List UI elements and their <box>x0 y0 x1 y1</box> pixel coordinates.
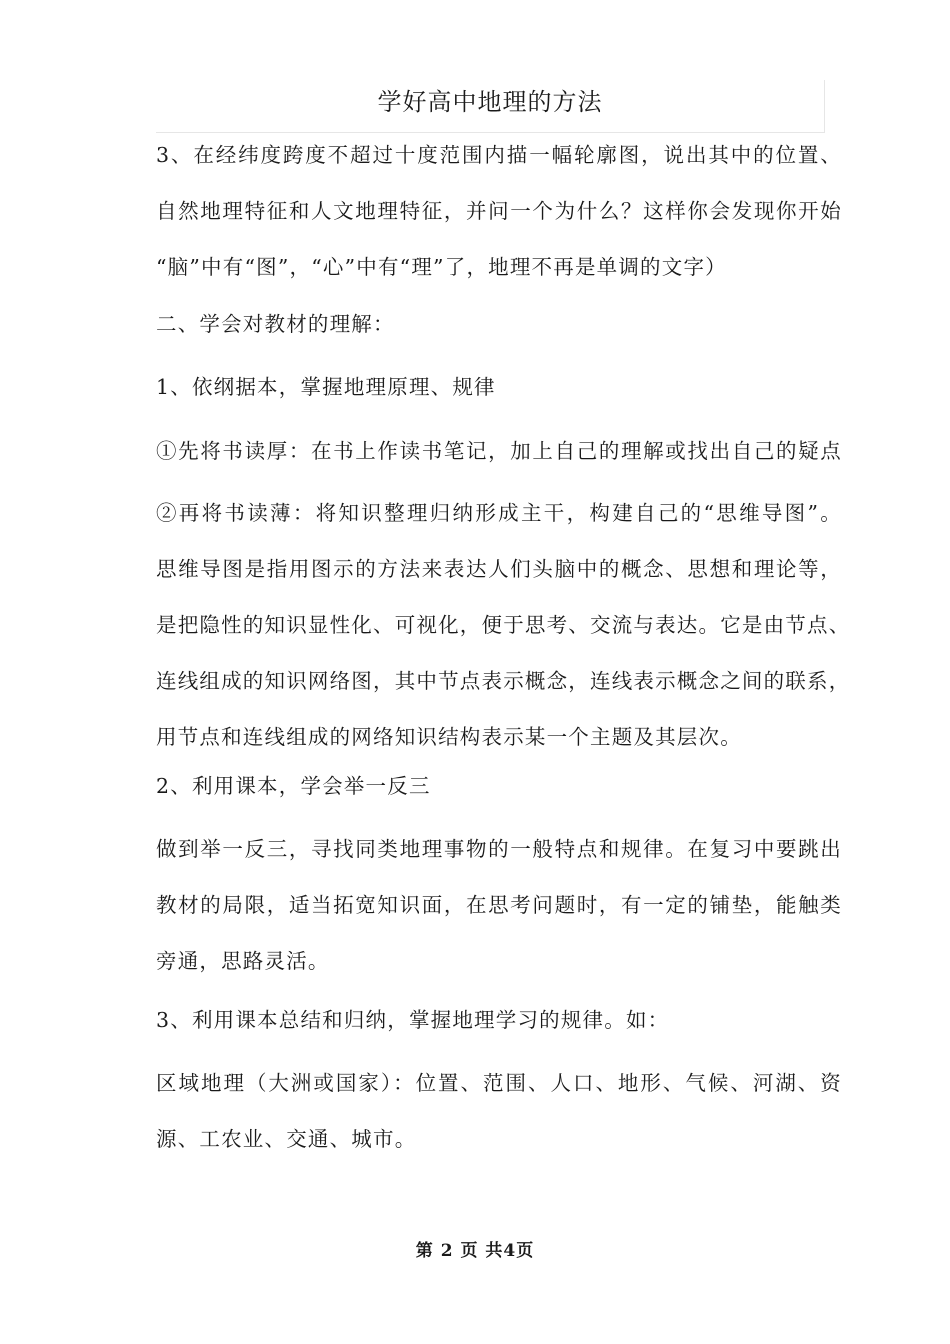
page-title: 学好高中地理的方法 <box>377 88 603 116</box>
text-line: 连线组成的知识网络图，其中节点表示概念，连线表示概念之间的联系， <box>156 669 851 693</box>
text-line: 是把隐性的知识显性化、可视化，便于思考、交流与表达。它是由节点、 <box>156 613 851 637</box>
text-line: 教材的局限，适当拓宽知识面，在思考问题时，有一定的铺垫，能触类 <box>156 893 842 917</box>
text-line: 用节点和连线组成的网络知识结构表示某一个主题及其层次。 <box>156 725 742 749</box>
text-line: 自然地理特征和人文地理特征，并问一个为什么？这样你会发现你开始 <box>156 199 842 223</box>
page-header <box>156 80 825 133</box>
text-line: 二、学会对教材的理解： <box>156 312 395 336</box>
paragraph-1 <box>156 127 842 295</box>
text-line: 2、利用课本，学会举一反三 <box>156 774 431 798</box>
text-line: 做到举一反三，寻找同类地理事物的一般特点和规律。在复习中要跳出 <box>156 837 842 861</box>
text-line: 1、依纲据本，掌握地理原理、规律 <box>156 375 496 399</box>
text-line: 旁通，思路灵活。 <box>156 949 330 973</box>
text-line: 3、在经纬度跨度不超过十度范围内描一幅轮廓图，说出其中的位置、 <box>156 143 842 167</box>
section-heading <box>156 296 842 352</box>
text-line: 源、工农业、交通、城市。 <box>156 1127 417 1151</box>
text-line: 3、利用课本总结和归纳，掌握地理学习的规律。如： <box>156 1008 670 1032</box>
paragraph-regional-geography <box>156 1055 842 1167</box>
text-line: 思维导图是指用图示的方法来表达人们头脑中的概念、思想和理论等， <box>156 557 842 581</box>
text-line: “脑”中有“图”，“心”中有“理”了，地理不再是单调的文字） <box>156 255 727 279</box>
paragraph-item-1 <box>156 423 842 479</box>
subheading-1 <box>156 359 842 415</box>
subheading-3 <box>156 992 842 1048</box>
text-line: ①先将书读厚：在书上作读书笔记，加上自己的理解或找出自己的疑点 <box>156 439 842 463</box>
paragraph-analogy <box>156 821 842 989</box>
text-line: 区域地理（大洲或国家）：位置、范围、人口、地形、气候、河湖、资 <box>156 1071 842 1095</box>
subheading-2 <box>156 758 842 814</box>
page-footer: 第 2 页 共4页 <box>415 1241 535 1261</box>
paragraph-item-2 <box>156 485 851 765</box>
text-line: ②再将书读薄：将知识整理归纳形成主干，构建自己的“思维导图”。 <box>156 501 842 525</box>
